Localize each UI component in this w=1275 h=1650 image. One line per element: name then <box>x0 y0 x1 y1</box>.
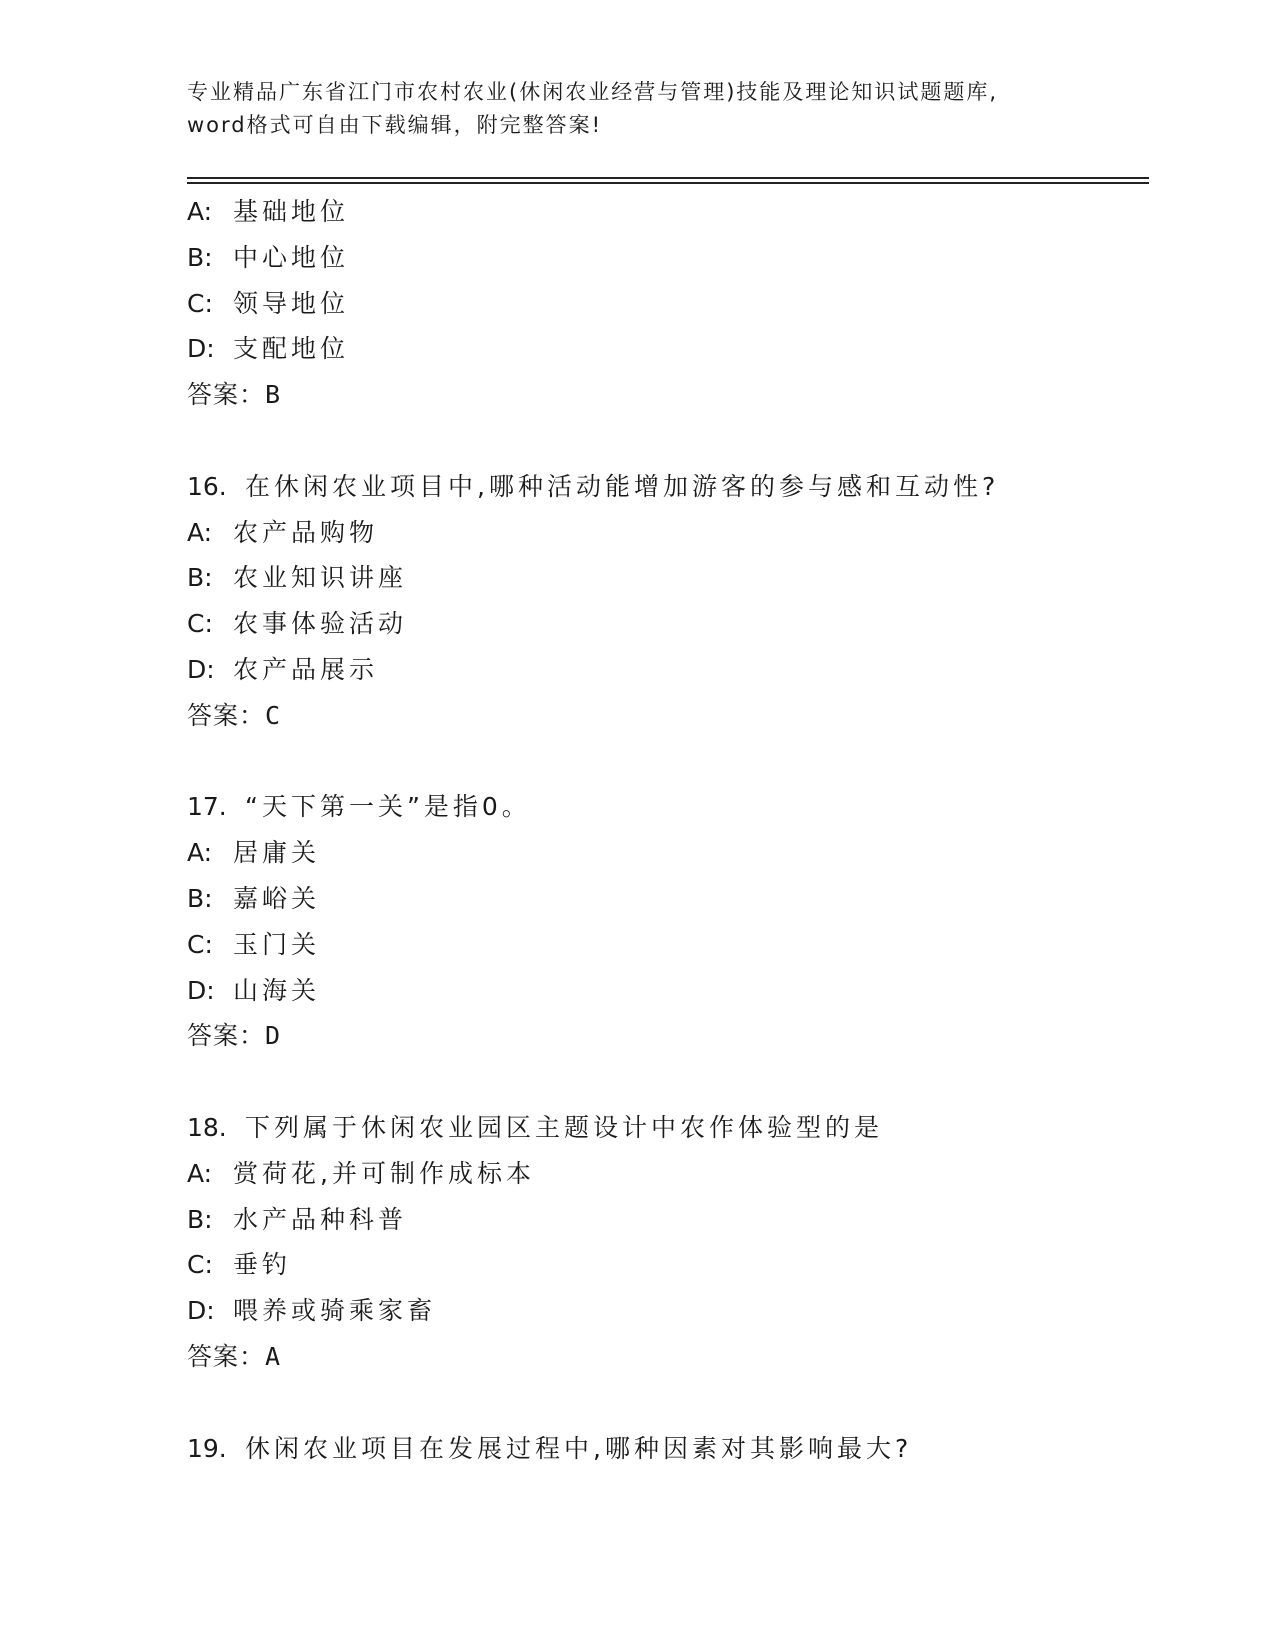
question-text: 17. “天下第一关”是指0。 <box>187 784 1147 830</box>
question-number: 18. <box>187 1112 227 1142</box>
option-c: C: 农事体验活动 <box>187 609 408 639</box>
option-d: D: 支配地位 <box>187 334 350 364</box>
header-rule-top <box>187 177 1149 179</box>
option-d: D: 农产品展示 <box>187 654 379 684</box>
option-c: C: 垂钓 <box>187 1250 292 1280</box>
question-text: 16. 在休闲农业项目中,哪种活动能增加游客的参与感和互动性? <box>187 464 1147 510</box>
answer-line: 答案：D <box>187 1021 282 1051</box>
option-b: B: 水产品种科普 <box>187 1204 408 1234</box>
option-b: B: 中心地位 <box>187 242 350 272</box>
option-a: A: 赏荷花,并可制作成标本 <box>187 1158 535 1188</box>
option-a: A: 基础地位 <box>187 197 350 226</box>
option-b: B: 嘉峪关 <box>187 883 321 913</box>
option-c: C: 玉门关 <box>187 929 321 959</box>
header-line-2: word格式可自由下载编辑，附完整答案! <box>187 113 603 137</box>
question-block-16 <box>187 464 1147 739</box>
question-block-15 <box>187 189 1147 418</box>
option-c: C: 领导地位 <box>187 288 350 318</box>
question-number: 19. <box>187 1433 227 1463</box>
option-a: A: 居庸关 <box>187 838 321 868</box>
document-header <box>187 76 1087 142</box>
option-d: D: 喂养或骑乘家畜 <box>187 1296 437 1326</box>
question-list <box>187 189 1147 1471</box>
header-line-1: 专业精品广东省江门市农村农业(休闲农业经营与管理)技能及理论知识试题题库, <box>187 80 999 104</box>
question-block-19 <box>187 1426 1147 1472</box>
question-block-17 <box>187 784 1147 1059</box>
option-b: B: 农业知识讲座 <box>187 563 408 593</box>
question-number: 16. <box>187 471 227 501</box>
header-rule-bottom <box>187 182 1149 184</box>
option-a: A: 农产品购物 <box>187 517 379 547</box>
question-block-18 <box>187 1105 1147 1380</box>
question-text: 19. 休闲农业项目在发展过程中,哪种因素对其影响最大? <box>187 1426 1147 1472</box>
answer-line: 答案：B <box>187 380 282 410</box>
question-number: 17. <box>187 792 227 822</box>
answer-line: 答案：A <box>187 1341 282 1371</box>
option-d: D: 山海关 <box>187 975 321 1005</box>
question-text: 18. 下列属于休闲农业园区主题设计中农作体验型的是 <box>187 1105 1147 1151</box>
answer-line: 答案：C <box>187 700 282 730</box>
